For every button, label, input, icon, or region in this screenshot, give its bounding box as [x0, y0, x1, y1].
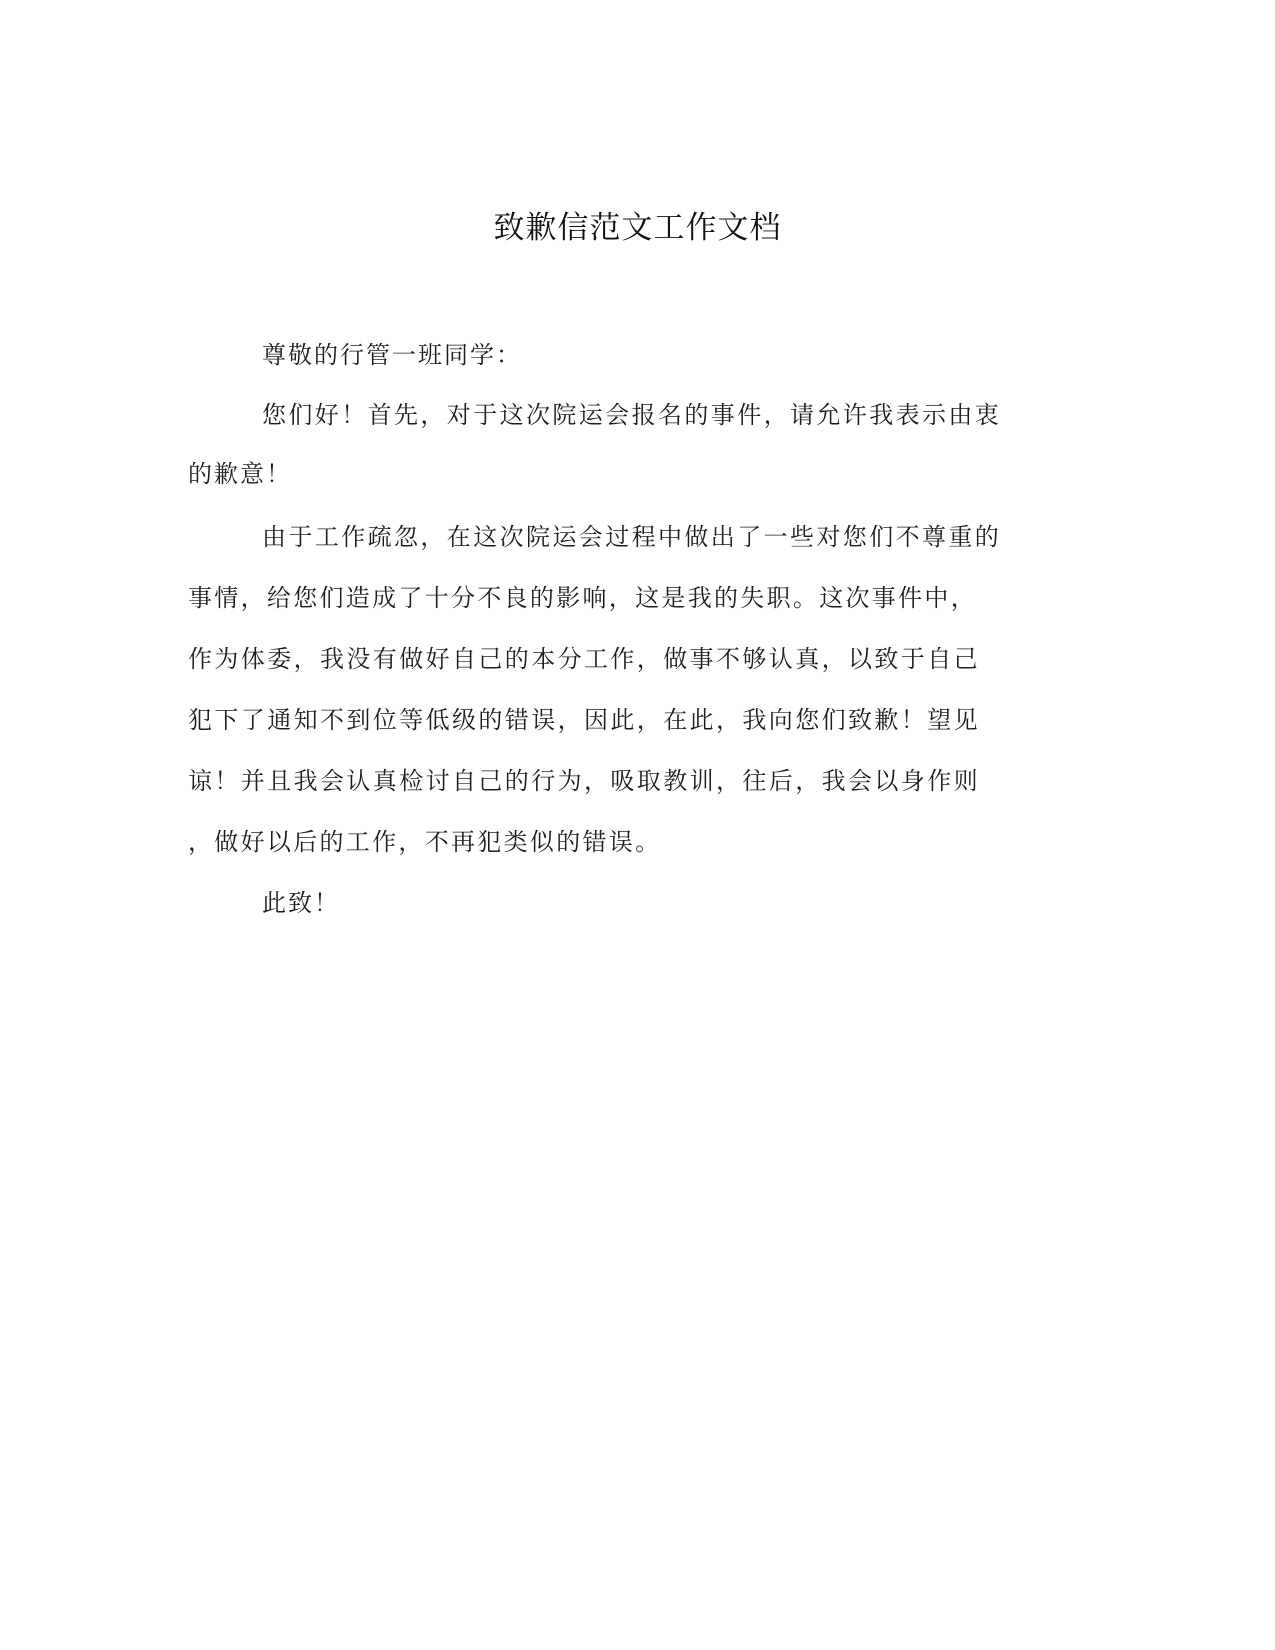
closing: 此致！ — [262, 889, 340, 917]
document-title: 致歉信范文工作文档 — [493, 210, 782, 246]
paragraph-line: 作为体委，我没有做好自己的本分工作，做事不够认真，以致于自己 — [188, 645, 980, 673]
paragraph-line: ，做好以后的工作，不再犯类似的错误。 — [188, 828, 662, 856]
paragraph-line: 事情，给您们造成了十分不良的影响，这是我的失职。这次事件中， — [188, 584, 977, 612]
paragraph-line: 谅！并且我会认真检讨自己的行为，吸取教训，往后，我会以身作则 — [188, 767, 980, 795]
paragraph-line: 的歉意！ — [188, 460, 292, 488]
paragraph-line: 由于工作疏忽，在这次院运会过程中做出了一些对您们不尊重的 — [262, 523, 1002, 551]
paragraph-line: 犯下了通知不到位等低级的错误，因此，在此，我向您们致歉！望见 — [188, 706, 980, 734]
paragraph-line: 您们好！首先，对于这次院运会报名的事件，请允许我表示由衷 — [262, 401, 1002, 429]
salutation: 尊敬的行管一班同学： — [262, 341, 522, 369]
